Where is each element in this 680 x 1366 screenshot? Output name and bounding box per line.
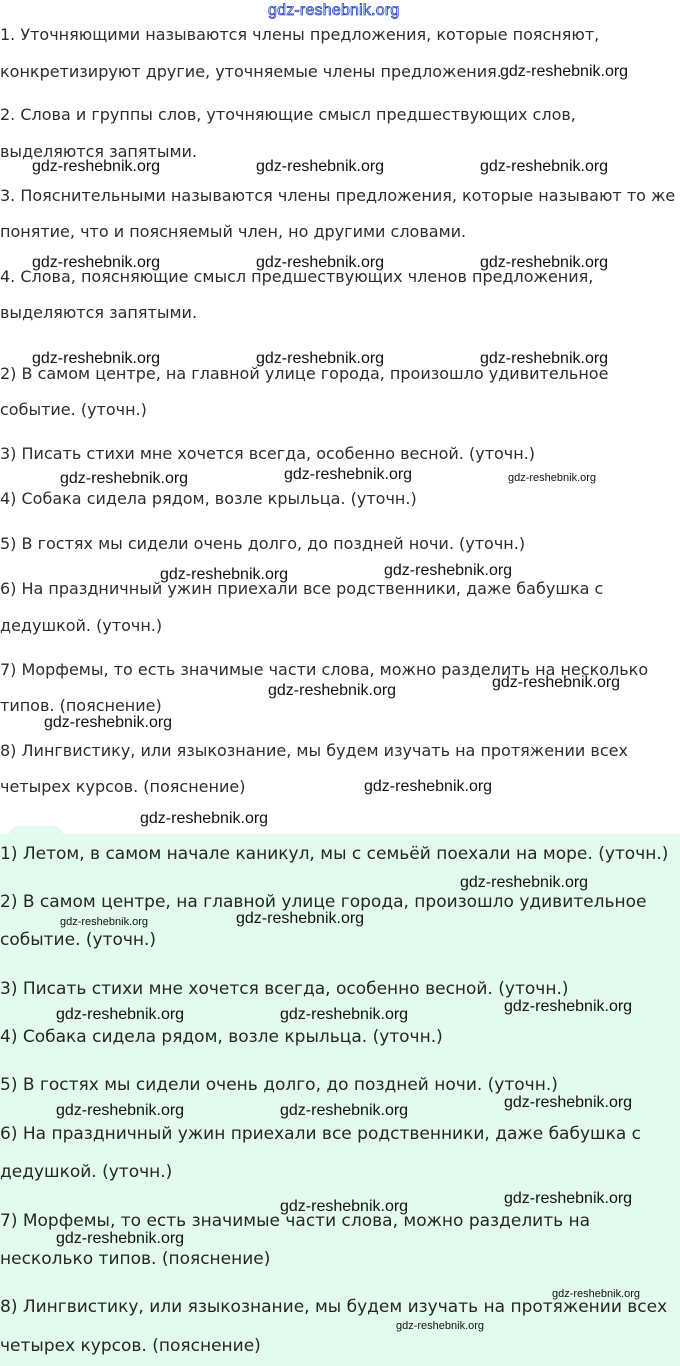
watermark: gdz-reshebnik.org	[552, 1288, 641, 1300]
answer-line: четырех курсов. (пояснение)	[0, 1336, 261, 1356]
watermark: gdz-reshebnik.org	[44, 714, 173, 731]
exercise-line: 6) На праздничный ужин приехали все родственники, даже бабушка с	[0, 579, 604, 598]
watermark: gdz-reshebnik.org	[280, 1198, 409, 1215]
watermark: gdz-reshebnik.org	[256, 254, 385, 271]
answer-line: 8) Лингвистику, или языкознание, мы будем изучать на протяжении всех	[0, 1297, 668, 1317]
exercise-line: 4) Собака сидела рядом, возле крыльца. (уточн.)	[0, 489, 417, 508]
watermark: gdz-reshebnik.org	[504, 1094, 633, 1111]
watermark: gdz-reshebnik.org	[492, 674, 621, 691]
exercise-line: типов. (пояснение)	[0, 696, 162, 715]
watermark: gdz-reshebnik.org	[60, 470, 189, 487]
watermark: gdz-reshebnik.org	[56, 1230, 185, 1247]
watermark: gdz-reshebnik.org	[480, 158, 609, 175]
watermark: gdz-reshebnik.org	[236, 910, 365, 927]
exercise-line: событие. (уточн.)	[0, 400, 147, 419]
answer-line: 6) На праздничный ужин приехали все родственники, даже бабушка с	[0, 1124, 642, 1144]
watermark: gdz-reshebnik.org	[508, 472, 597, 484]
exercise-line: 2) В самом центре, на главной улице города, произошло удивительное	[0, 364, 609, 383]
theory-line: 2. Слова и группы слов, уточняющие смысл предшествующих слов,	[0, 105, 576, 124]
answer-line: событие. (уточн.)	[0, 930, 157, 950]
watermark: gdz-reshebnik.org	[256, 350, 385, 367]
watermark: gdz-reshebnik.org	[160, 566, 289, 583]
exercise-line: 3) Писать стихи мне хочется всегда, особенно весной. (уточн.)	[0, 444, 536, 463]
theory-line: 1. Уточняющими называются члены предложения, которые поясняют,	[0, 25, 600, 44]
answer-line: 2) В самом центре, на главной улице города, произошло удивительное	[0, 892, 647, 912]
watermark: gdz-reshebnik.org	[480, 254, 609, 271]
theory-line: понятие, что и поясняемый член, но другими словами.	[0, 222, 467, 241]
answer-line: 1) Летом, в самом начале каникул, мы с семьёй поехали на море. (уточн.)	[0, 844, 669, 864]
theory-line: конкретизируют другие, уточняемые члены предложения.	[0, 62, 502, 81]
exercise-line: 5) В гостях мы сидели очень долго, до поздней ночи. (уточн.)	[0, 534, 526, 553]
watermark: gdz-reshebnik.org	[32, 254, 161, 271]
watermark: gdz-reshebnik.org	[140, 810, 269, 827]
theory-line: 3. Пояснительными называются члены предложения, которые называют то же	[0, 186, 676, 205]
answer-line: 4) Собака сидела рядом, возле крыльца. (уточн.)	[0, 1027, 443, 1047]
watermark: gdz-reshebnik.org	[280, 1102, 409, 1119]
watermark: gdz-reshebnik.org	[480, 350, 609, 367]
watermark: gdz-reshebnik.org	[504, 1190, 633, 1207]
watermark: gdz-reshebnik.org	[56, 1102, 185, 1119]
theory-line: выделяются запятыми.	[0, 142, 198, 161]
watermark: gdz-reshebnik.org	[384, 562, 513, 579]
answer-line: несколько типов. (пояснение)	[0, 1249, 271, 1269]
watermark: gdz-reshebnik.org	[460, 874, 589, 891]
watermark: gdz-reshebnik.org	[280, 1006, 409, 1023]
watermark: gdz-reshebnik.org	[504, 998, 633, 1015]
watermark: gdz-reshebnik.org	[60, 916, 149, 928]
watermark: gdz-reshebnik.org	[396, 1320, 485, 1332]
watermark: gdz-reshebnik.org	[32, 158, 161, 175]
exercise-line: 8) Лингвистику, или языкознание, мы будем изучать на протяжении всех	[0, 741, 628, 760]
exercise-line: четырех курсов. (пояснение)	[0, 777, 246, 796]
answer-line: 3) Писать стихи мне хочется всегда, особенно весной. (уточн.)	[0, 979, 569, 999]
answer-line: 5) В гостях мы сидели очень долго, до поздней ночи. (уточн.)	[0, 1075, 558, 1095]
theory-line: выделяются запятыми.	[0, 303, 198, 322]
watermark: gdz-reshebnik.org	[284, 466, 413, 483]
answer-line: 7) Морфемы, то есть значимые части слова, можно разделить на	[0, 1211, 591, 1231]
watermark: gdz-reshebnik.org	[364, 778, 493, 795]
exercise-line: 7) Морфемы, то есть значимые части слова, можно разделить на несколько	[0, 660, 649, 679]
watermark: gdz-reshebnik.org	[500, 63, 629, 80]
answer-line: дедушкой. (уточн.)	[0, 1162, 173, 1182]
site-watermark-header: gdz-reshebnik.org	[268, 2, 400, 19]
watermark: gdz-reshebnik.org	[256, 158, 385, 175]
watermark: gdz-reshebnik.org	[268, 682, 397, 699]
watermark: gdz-reshebnik.org	[32, 350, 161, 367]
theory-line: 4. Слова, поясняющие смысл предшествующих членов предложения,	[0, 267, 594, 286]
watermark: gdz-reshebnik.org	[56, 1006, 185, 1023]
exercise-line: дедушкой. (уточн.)	[0, 616, 163, 635]
